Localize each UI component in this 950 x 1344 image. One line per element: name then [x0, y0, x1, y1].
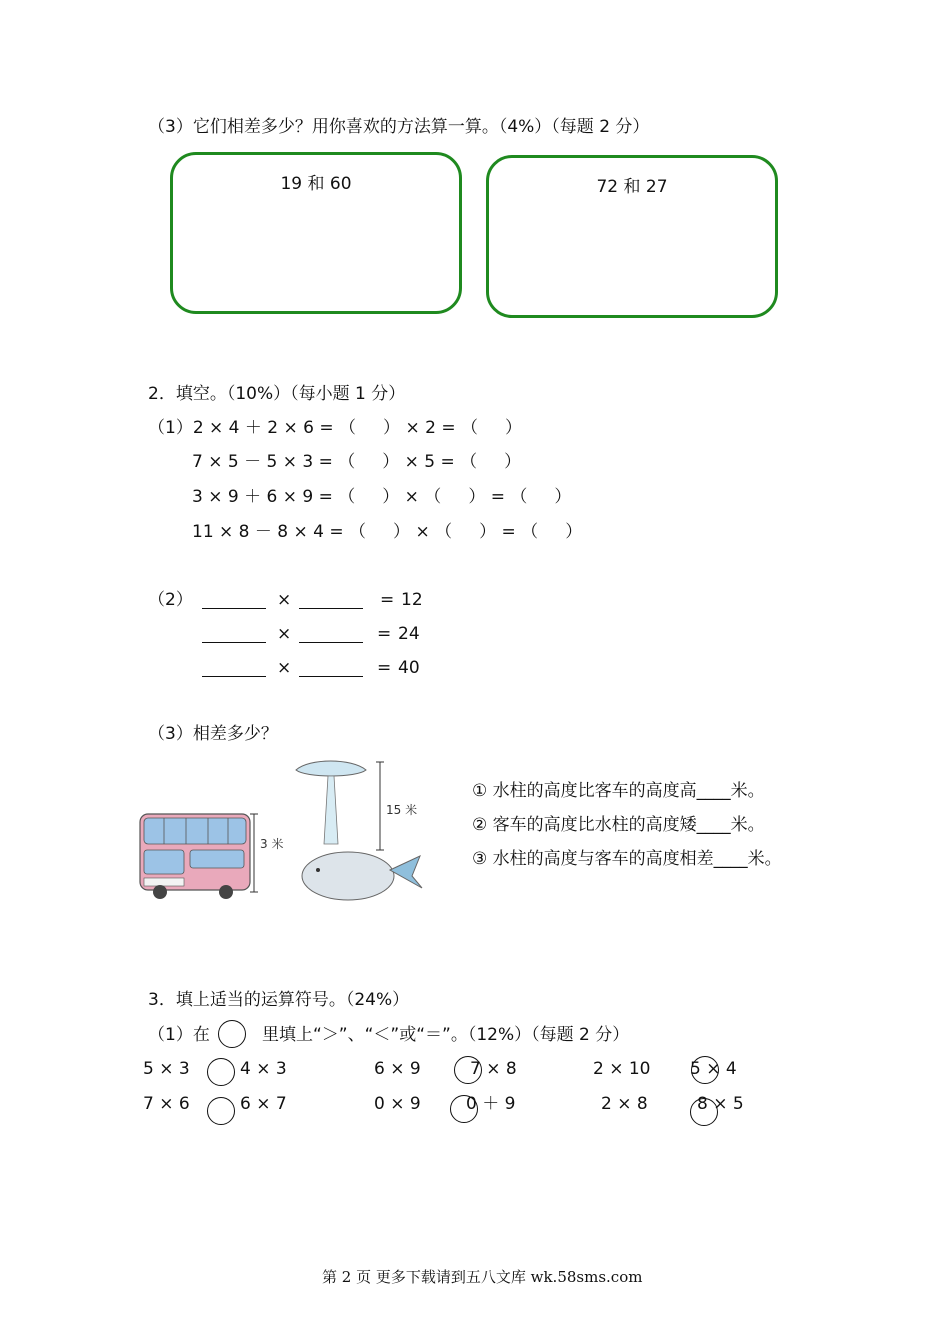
sub1-suffix: 里填上“＞”、“＜”或“＝”。（12%）（每题 2 分） [262, 1025, 630, 1045]
expr-r1-5: 2 × 10 [593, 1059, 651, 1079]
blank-a[interactable] [202, 676, 266, 677]
bus-height-label: 3 米 [260, 837, 284, 851]
answer-box-left[interactable] [170, 152, 462, 314]
blank-a[interactable] [202, 642, 266, 643]
blank-a[interactable] [202, 608, 266, 609]
bus-icon [140, 814, 258, 899]
section2-title: 2．填空。（10%）（每小题 1 分） [148, 384, 406, 404]
answer-circle[interactable] [207, 1097, 235, 1125]
fill-line-2: 7 × 5 － 5 × 3 = （ ） × 5 = （ ） [192, 452, 522, 472]
whale-fountain-icon [296, 761, 422, 900]
page-footer: 第 2 页 更多下载请到五八文库 wk.58sms.com [322, 1268, 643, 1286]
times-sign: × [277, 658, 292, 678]
sub1-prefix: （1）在 [148, 1025, 210, 1045]
fill-line-3: 3 × 9 ＋ 6 × 9 = （ ） × （ ） = （ ） [192, 487, 572, 507]
expr-r2-2: 6 × 7 [240, 1094, 287, 1114]
expr-r2-5: 2 × 8 [601, 1094, 648, 1114]
equals-sign: = [380, 590, 395, 610]
blank-b[interactable] [299, 608, 363, 609]
fill-line-1: （1）2 × 4 ＋ 2 × 6 = （ ） × 2 = （ ） [148, 418, 522, 438]
equals-sign: = [377, 658, 392, 678]
part3-title: （3）相差多少？ [148, 724, 278, 744]
fill-line-4: 11 × 8 － 8 × 4 = （ ） × （ ） = （ ） [192, 522, 583, 542]
expr-r2-6: 8 × 5 [697, 1094, 744, 1114]
answer-circle[interactable] [207, 1058, 235, 1086]
fountain-height-label: 15 米 [386, 803, 418, 817]
question-3: ③ 水柱的高度与客车的高度相差____米。 [472, 849, 782, 869]
box-left-label: 19 和 60 [280, 174, 352, 194]
result: 40 [398, 658, 420, 678]
expr-r1-2: 4 × 3 [240, 1059, 287, 1079]
answer-box-right[interactable] [486, 155, 778, 318]
q3-title: （3）它们相差多少？用你喜欢的方法算一算。（4%）（每题 2 分） [148, 117, 650, 137]
times-sign: × [277, 624, 292, 644]
expr-r1-4: 7 × 8 [470, 1059, 517, 1079]
question-1: ① 水柱的高度比客车的高度高____米。 [472, 781, 765, 801]
expr-r2-4: 0 ＋ 9 [466, 1094, 516, 1114]
expr-r2-1: 7 × 6 [143, 1094, 190, 1114]
expr-r1-3: 6 × 9 [374, 1059, 421, 1079]
part2-label: （2） [148, 590, 193, 610]
result: 24 [398, 624, 420, 644]
section3-title: 3．填上适当的运算符号。（24%） [148, 990, 410, 1010]
example-circle [218, 1020, 246, 1048]
blank-b[interactable] [299, 676, 363, 677]
times-sign: × [277, 590, 292, 610]
box-right-label: 72 和 27 [596, 177, 668, 197]
expr-r1-1: 5 × 3 [143, 1059, 190, 1079]
result: 12 [401, 590, 423, 610]
expr-r2-3: 0 × 9 [374, 1094, 421, 1114]
expr-r1-6: 5 × 4 [690, 1059, 737, 1079]
question-2: ② 客车的高度比水柱的高度矮____米。 [472, 815, 765, 835]
blank-b[interactable] [299, 642, 363, 643]
bus-fountain-illustration [134, 752, 434, 912]
equals-sign: = [377, 624, 392, 644]
